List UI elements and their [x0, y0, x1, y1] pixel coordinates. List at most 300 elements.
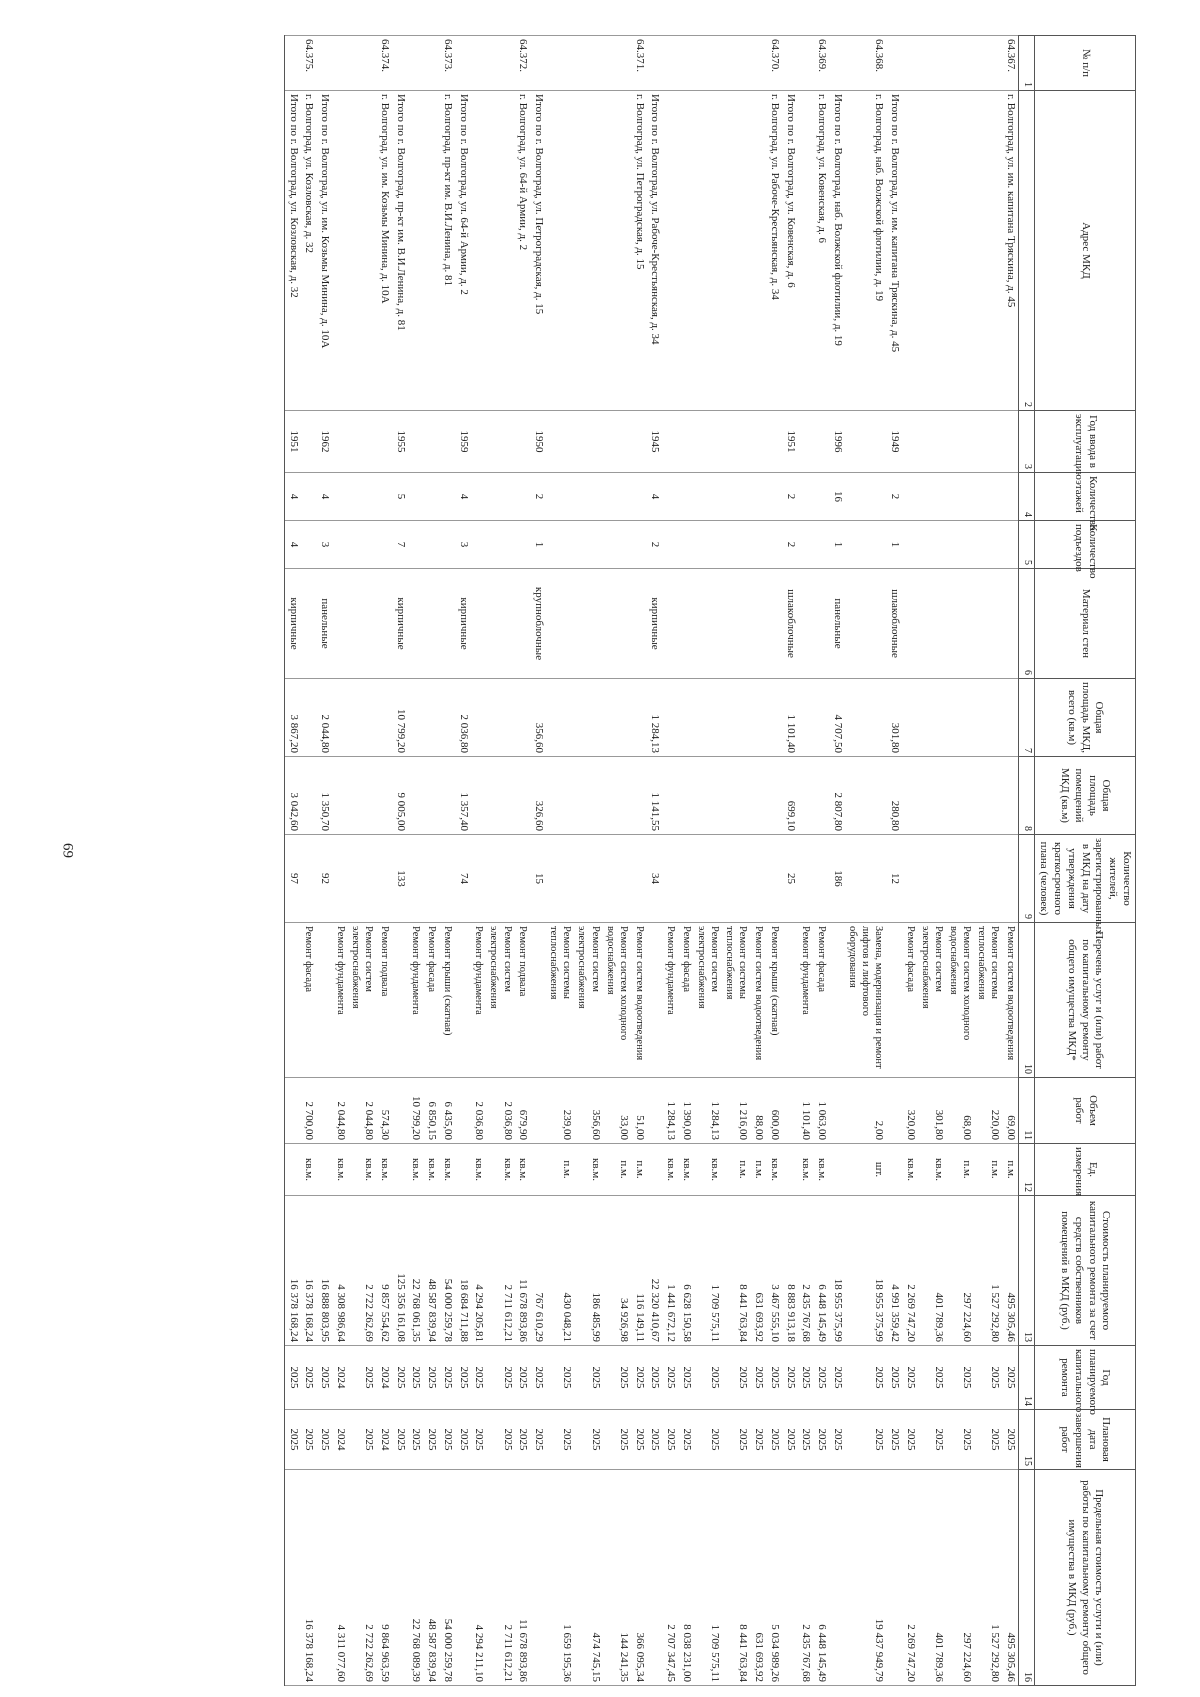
year-cell [918, 411, 946, 473]
row-number [918, 36, 946, 91]
premises-area-cell [439, 757, 455, 835]
residents-cell [974, 835, 1002, 923]
unit-cell [455, 1144, 471, 1196]
end-date-cell: 2025 [722, 1410, 750, 1470]
premises-area-cell [750, 757, 766, 835]
plan-year-cell: 2025 [574, 1346, 602, 1410]
work-type-cell: Ремонт систем электроснабжения [348, 923, 376, 1078]
table-row [766, 36, 782, 1686]
residents-cell [750, 835, 766, 923]
year-cell: 1949 [886, 411, 902, 473]
row-number [694, 36, 722, 91]
total-area-cell [348, 679, 376, 757]
residents-cell [1003, 835, 1019, 923]
cost-cell: 48 587 839,94 [423, 1196, 439, 1346]
volume-cell [530, 1078, 546, 1144]
row-number: 64.371. [631, 36, 647, 91]
volume-cell: 69,00 [1003, 1078, 1019, 1144]
limit-cost-cell: 366 095,34 [631, 1470, 647, 1686]
limit-cost-cell [829, 1470, 845, 1686]
address-cell: Итого по г. Волгоград, ул. им. капитана Тряскина, д. 45 [886, 91, 902, 411]
end-date-cell: 2025 [408, 1410, 424, 1470]
work-type-cell: Ремонт крыши (скатная) [766, 923, 782, 1078]
table-row [886, 36, 902, 1686]
year-cell [515, 411, 531, 473]
wall-material-cell: крупноблочные [530, 569, 546, 679]
unit-cell: кв.м. [694, 1144, 722, 1196]
unit-cell: кв.м. [423, 1144, 439, 1196]
work-type-cell: Ремонт фундамента [332, 923, 348, 1078]
residents-cell [376, 835, 392, 923]
volume-cell [455, 1078, 471, 1144]
column-number: 1 [1019, 36, 1035, 91]
cost-cell: 125 356 161,08 [392, 1196, 408, 1346]
volume-cell: 6 850,15 [423, 1078, 439, 1144]
plan-year-cell: 2025 [902, 1346, 918, 1410]
floors-cell [574, 473, 602, 521]
entrances-cell [515, 521, 531, 569]
year-cell [766, 411, 782, 473]
end-date-cell: 2025 [316, 1410, 332, 1470]
work-type-cell [647, 923, 663, 1078]
wall-material-cell [798, 569, 814, 679]
wall-material-cell: шлакоблочные [782, 569, 798, 679]
end-date-cell: 2025 [284, 1410, 300, 1470]
total-area-cell [722, 679, 750, 757]
limit-cost-cell [530, 1470, 546, 1686]
residents-cell: 97 [284, 835, 300, 923]
column-number: 2 [1019, 91, 1035, 411]
residents-cell: 186 [829, 835, 845, 923]
limit-cost-cell: 22 768 089,39 [408, 1470, 424, 1686]
end-date-cell: 2025 [515, 1410, 531, 1470]
table-row [974, 36, 1002, 1686]
cost-cell: 767 610,29 [530, 1196, 546, 1346]
volume-cell: 2 036,80 [486, 1078, 514, 1144]
residents-cell: 12 [886, 835, 902, 923]
limit-cost-cell: 297 224,60 [946, 1470, 974, 1686]
wall-material-cell: кирпичные [647, 569, 663, 679]
address-cell [694, 91, 722, 411]
capital-repair-table [284, 35, 1136, 1686]
wall-material-cell [813, 569, 829, 679]
year-cell [678, 411, 694, 473]
total-area-cell [376, 679, 392, 757]
address-cell: Итого по г. Волгоград, ул. 64-й Армии, д. 2 [455, 91, 471, 411]
work-type-cell: Ремонт систем холодного водоснабжения [603, 923, 631, 1078]
total-area-cell [946, 679, 974, 757]
volume-cell: 220,00 [974, 1078, 1002, 1144]
total-area-cell: 1 101,40 [782, 679, 798, 757]
work-type-cell: Ремонт системы теплоснабжения [546, 923, 574, 1078]
work-type-cell [316, 923, 332, 1078]
residents-cell [813, 835, 829, 923]
cost-cell: 11 678 893,86 [515, 1196, 531, 1346]
column-header: № п/п [1034, 36, 1135, 91]
column-number: 5 [1019, 521, 1035, 569]
entrances-cell [918, 521, 946, 569]
total-area-cell: 1 284,13 [647, 679, 663, 757]
header-row [1034, 36, 1135, 1686]
entrances-cell: 7 [392, 521, 408, 569]
address-cell: г. Волгоград, наб. Волжской флотилии, д. 19 [845, 91, 886, 411]
premises-area-cell [408, 757, 424, 835]
plan-year-cell: 2025 [530, 1346, 546, 1410]
end-date-cell: 2025 [631, 1410, 647, 1470]
cost-cell: 22 768 061,35 [408, 1196, 424, 1346]
address-cell: г. Волгоград, ул. Ковенская, д. 6 [813, 91, 829, 411]
table-row [546, 36, 574, 1686]
column-header: Количество этажей [1034, 473, 1135, 521]
column-header: Объем работ [1034, 1078, 1135, 1144]
end-date-cell: 2025 [662, 1410, 678, 1470]
work-type-cell [782, 923, 798, 1078]
total-area-cell [574, 679, 602, 757]
plan-year-cell: 2025 [798, 1346, 814, 1410]
unit-cell: п.м. [603, 1144, 631, 1196]
volume-cell: 88,00 [750, 1078, 766, 1144]
total-area-cell [546, 679, 574, 757]
table-row [423, 36, 439, 1686]
volume-cell: 679,90 [515, 1078, 531, 1144]
plan-year-cell: 2025 [439, 1346, 455, 1410]
row-number [486, 36, 514, 91]
table-row [574, 36, 602, 1686]
unit-cell: п.м. [722, 1144, 750, 1196]
limit-cost-cell: 9 864 963,59 [376, 1470, 392, 1686]
wall-material-cell: панельные [829, 569, 845, 679]
limit-cost-cell: 495 305,46 [1003, 1470, 1019, 1686]
plan-year-cell: 2025 [546, 1346, 574, 1410]
plan-year-cell: 2025 [515, 1346, 531, 1410]
table-row [647, 36, 663, 1686]
column-number: 3 [1019, 411, 1035, 473]
limit-cost-cell [316, 1470, 332, 1686]
floors-cell: 2 [530, 473, 546, 521]
residents-cell [631, 835, 647, 923]
residents-cell [678, 835, 694, 923]
work-type-cell: Ремонт систем водоотведения [631, 923, 647, 1078]
limit-cost-cell: 6 448 145,49 [813, 1470, 829, 1686]
work-type-cell [886, 923, 902, 1078]
cost-cell: 4 308 986,64 [332, 1196, 348, 1346]
table-row [678, 36, 694, 1686]
unit-cell: п.м. [946, 1144, 974, 1196]
address-cell: г. Волгоград, ул. Петроградская, д. 15 [631, 91, 647, 411]
premises-area-cell [766, 757, 782, 835]
unit-cell: кв.м. [813, 1144, 829, 1196]
wall-material-cell [722, 569, 750, 679]
floors-cell [515, 473, 531, 521]
entrances-cell [813, 521, 829, 569]
wall-material-cell [301, 569, 317, 679]
address-cell [722, 91, 750, 411]
wall-material-cell: шлакоблочные [886, 569, 902, 679]
floors-cell [662, 473, 678, 521]
entrances-cell [766, 521, 782, 569]
volume-cell: 68,00 [946, 1078, 974, 1144]
total-area-cell: 2 044,80 [316, 679, 332, 757]
residents-cell [486, 835, 514, 923]
address-cell: Итого по г. Волгоград, ул. Козловская, д. 32 [284, 91, 300, 411]
entrances-cell: 1 [886, 521, 902, 569]
end-date-cell: 2025 [946, 1410, 974, 1470]
premises-area-cell [486, 757, 514, 835]
cost-cell: 1 441 672,12 [662, 1196, 678, 1346]
cost-cell: 1 527 292,80 [974, 1196, 1002, 1346]
work-type-cell [455, 923, 471, 1078]
limit-cost-cell [392, 1470, 408, 1686]
residents-cell [471, 835, 487, 923]
work-type-cell: Ремонт фундамента [471, 923, 487, 1078]
residents-cell [439, 835, 455, 923]
work-type-cell: Ремонт системы теплоснабжения [722, 923, 750, 1078]
column-header: Общая площадь МКД, всего (кв.м) [1034, 679, 1135, 757]
cost-cell: 2 269 747,20 [902, 1196, 918, 1346]
total-area-cell [423, 679, 439, 757]
column-header: Общая площадь помещений МКД (кв.м) [1034, 757, 1135, 835]
wall-material-cell [946, 569, 974, 679]
plan-year-cell: 2025 [694, 1346, 722, 1410]
table-row [1003, 36, 1019, 1686]
address-cell [678, 91, 694, 411]
wall-material-cell [486, 569, 514, 679]
plan-year-cell: 2024 [376, 1346, 392, 1410]
year-cell [722, 411, 750, 473]
work-type-cell: Ремонт фундамента [408, 923, 424, 1078]
limit-cost-cell: 2 722 262,69 [348, 1470, 376, 1686]
premises-area-cell [902, 757, 918, 835]
wall-material-cell [574, 569, 602, 679]
table-row [694, 36, 722, 1686]
address-cell [408, 91, 424, 411]
volume-cell: 33,00 [603, 1078, 631, 1144]
cost-cell: 2 711 612,21 [486, 1196, 514, 1346]
row-number [332, 36, 348, 91]
work-type-cell: Ремонт систем электроснабжения [918, 923, 946, 1078]
floors-cell [694, 473, 722, 521]
table-row [316, 36, 332, 1686]
entrances-cell [332, 521, 348, 569]
column-number: 15 [1019, 1410, 1035, 1470]
column-header: Ед. измерения [1034, 1144, 1135, 1196]
entrances-cell [902, 521, 918, 569]
entrances-cell [631, 521, 647, 569]
premises-area-cell: 280,80 [886, 757, 902, 835]
floors-cell [631, 473, 647, 521]
floors-cell [603, 473, 631, 521]
wall-material-cell: кирпичные [284, 569, 300, 679]
residents-cell: 34 [647, 835, 663, 923]
row-number [530, 36, 546, 91]
floors-cell [423, 473, 439, 521]
address-cell: Итого по г. Волгоград, ул. Рабоче-Крестьянская, д. 34 [647, 91, 663, 411]
limit-cost-cell [284, 1470, 300, 1686]
year-cell [845, 411, 886, 473]
table-row [662, 36, 678, 1686]
year-cell [798, 411, 814, 473]
residents-cell: 25 [782, 835, 798, 923]
column-number: 13 [1019, 1196, 1035, 1346]
floors-cell [845, 473, 886, 521]
end-date-cell: 2025 [423, 1410, 439, 1470]
volume-cell: 1 390,00 [678, 1078, 694, 1144]
floors-cell [546, 473, 574, 521]
address-cell [486, 91, 514, 411]
entrances-cell [439, 521, 455, 569]
row-number [750, 36, 766, 91]
end-date-cell: 2025 [530, 1410, 546, 1470]
volume-cell [647, 1078, 663, 1144]
address-cell: г. Волгоград, ул. им. капитана Тряскина, д. 45 [1003, 91, 1019, 411]
row-number [902, 36, 918, 91]
floors-cell [798, 473, 814, 521]
plan-year-cell: 2025 [678, 1346, 694, 1410]
plan-year-cell: 2025 [392, 1346, 408, 1410]
volume-cell [829, 1078, 845, 1144]
address-cell: Итого по г. Волгоград, ул. им. Козьмы Минина, д. 10А [316, 91, 332, 411]
table-row [750, 36, 766, 1686]
year-cell: 1962 [316, 411, 332, 473]
table-row [376, 36, 392, 1686]
end-date-cell: 2025 [750, 1410, 766, 1470]
column-number: 14 [1019, 1346, 1035, 1410]
row-number [316, 36, 332, 91]
limit-cost-cell: 4 294 211,10 [471, 1470, 487, 1686]
premises-area-cell [546, 757, 574, 835]
work-type-cell: Ремонт подвала [376, 923, 392, 1078]
unit-cell: кв.м. [798, 1144, 814, 1196]
wall-material-cell [902, 569, 918, 679]
limit-cost-cell: 4 311 077,60 [332, 1470, 348, 1686]
limit-cost-cell: 8 441 763,84 [722, 1470, 750, 1686]
unit-cell: п.м. [750, 1144, 766, 1196]
table-row [829, 36, 845, 1686]
year-cell [974, 411, 1002, 473]
cost-cell: 430 048,21 [546, 1196, 574, 1346]
entrances-cell [574, 521, 602, 569]
floors-cell [376, 473, 392, 521]
total-area-cell: 10 799,20 [392, 679, 408, 757]
row-number [408, 36, 424, 91]
unit-cell: п.м. [546, 1144, 574, 1196]
work-type-cell: Ремонт фасада [902, 923, 918, 1078]
plan-year-cell: 2025 [348, 1346, 376, 1410]
table-row [332, 36, 348, 1686]
unit-cell [284, 1144, 300, 1196]
total-area-cell [662, 679, 678, 757]
row-number [647, 36, 663, 91]
limit-cost-cell [886, 1470, 902, 1686]
total-area-cell: 3 867,20 [284, 679, 300, 757]
work-type-cell: Ремонт систем электроснабжения [694, 923, 722, 1078]
plan-year-cell: 2025 [316, 1346, 332, 1410]
unit-cell [782, 1144, 798, 1196]
year-cell [662, 411, 678, 473]
plan-year-cell: 2025 [647, 1346, 663, 1410]
cost-cell: 631 693,92 [750, 1196, 766, 1346]
residents-cell [798, 835, 814, 923]
total-area-cell [439, 679, 455, 757]
rotated-table-container [64, 35, 1136, 1685]
entrances-cell [798, 521, 814, 569]
limit-cost-cell: 631 693,92 [750, 1470, 766, 1686]
volume-cell: 1 063,00 [813, 1078, 829, 1144]
row-number: 64.374. [376, 36, 392, 91]
row-number [946, 36, 974, 91]
entrances-cell [678, 521, 694, 569]
end-date-cell: 2025 [455, 1410, 471, 1470]
wall-material-cell: кирпичные [455, 569, 471, 679]
entrances-cell [423, 521, 439, 569]
wall-material-cell [694, 569, 722, 679]
column-header: Предельная стоимость услуги и (или) работы по капитальному ремонту общего имущества в МКД (руб.) [1034, 1470, 1135, 1686]
row-number [798, 36, 814, 91]
unit-cell: кв.м. [471, 1144, 487, 1196]
plan-year-cell: 2025 [408, 1346, 424, 1410]
table-row [918, 36, 946, 1686]
residents-cell [766, 835, 782, 923]
premises-area-cell [662, 757, 678, 835]
work-type-cell: Ремонт систем водоотведения [1003, 923, 1019, 1078]
plan-year-cell: 2025 [662, 1346, 678, 1410]
floors-cell: 5 [392, 473, 408, 521]
entrances-cell [348, 521, 376, 569]
year-cell [423, 411, 439, 473]
plan-year-cell: 2025 [845, 1346, 886, 1410]
unit-cell [392, 1144, 408, 1196]
row-number: 64.369. [813, 36, 829, 91]
wall-material-cell: кирпичные [392, 569, 408, 679]
premises-area-cell [946, 757, 974, 835]
table-row [631, 36, 647, 1686]
table-row [722, 36, 750, 1686]
column-header: Год ввода в эксплуатацию [1034, 411, 1135, 473]
floors-cell [486, 473, 514, 521]
residents-cell [423, 835, 439, 923]
wall-material-cell [662, 569, 678, 679]
address-cell: Итого по г. Волгоград, пр-кт им. В.И.Ленина, д. 81 [392, 91, 408, 411]
address-cell: Итого по г. Волгоград, наб. Волжской флотилии, д. 19 [829, 91, 845, 411]
total-area-cell: 2 036,80 [455, 679, 471, 757]
year-cell [486, 411, 514, 473]
total-area-cell [471, 679, 487, 757]
volume-cell: 2 036,80 [471, 1078, 487, 1144]
entrances-cell: 3 [455, 521, 471, 569]
total-area-cell [798, 679, 814, 757]
entrances-cell: 2 [782, 521, 798, 569]
entrances-cell [694, 521, 722, 569]
limit-cost-cell: 2 707 347,45 [662, 1470, 678, 1686]
unit-cell: п.м. [974, 1144, 1002, 1196]
address-cell: г. Волгоград, ул. 64-й Армии, д. 2 [515, 91, 531, 411]
unit-cell: п.м. [1003, 1144, 1019, 1196]
cost-cell: 495 305,46 [1003, 1196, 1019, 1346]
cost-cell: 1 709 575,11 [694, 1196, 722, 1346]
row-number [284, 36, 300, 91]
premises-area-cell: 3 042,60 [284, 757, 300, 835]
entrances-cell [1003, 521, 1019, 569]
year-cell [332, 411, 348, 473]
cost-cell: 297 224,60 [946, 1196, 974, 1346]
work-type-cell [829, 923, 845, 1078]
address-cell: г. Волгоград, ул. Козловская, д. 32 [301, 91, 317, 411]
premises-area-cell [798, 757, 814, 835]
column-number: 11 [1019, 1078, 1035, 1144]
volume-cell: 239,00 [546, 1078, 574, 1144]
premises-area-cell [845, 757, 886, 835]
address-cell [423, 91, 439, 411]
